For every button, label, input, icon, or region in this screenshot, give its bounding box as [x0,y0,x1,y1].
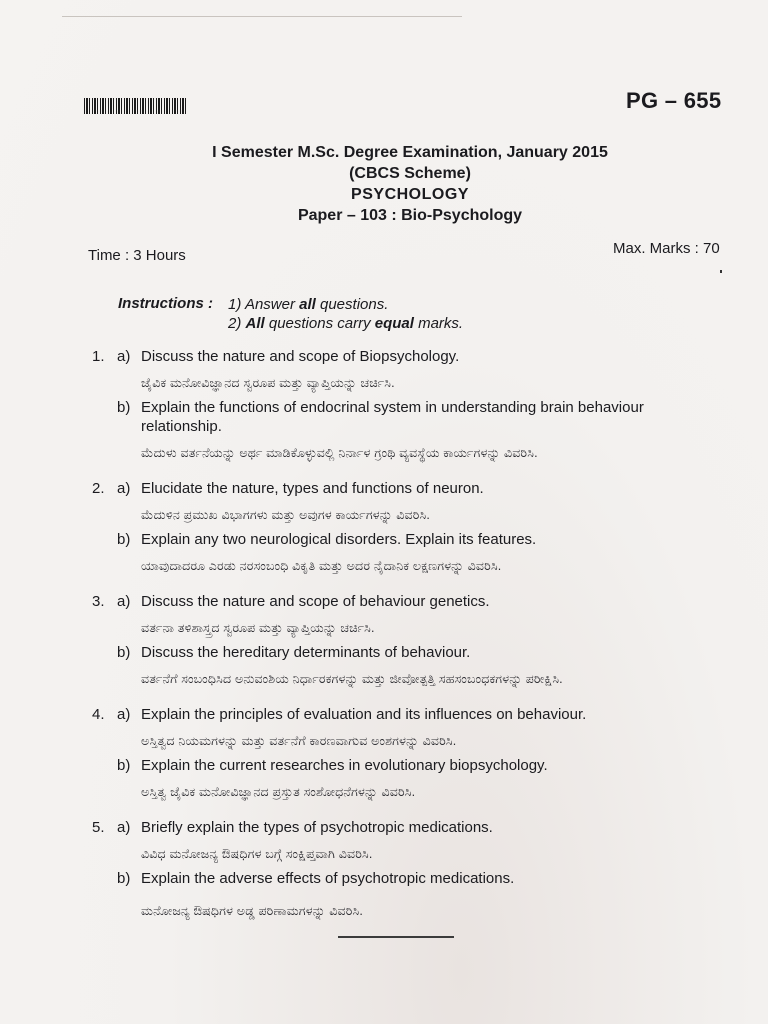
question-3a-kannada: ವರ್ತನಾ ತಳಿಶಾಸ್ತ್ರದ ಸ್ವರೂಪ ಮತ್ತು ವ್ಯಾಪ್ತಿಯನ್ನು ಚರ್ಚಿಸಿ. [141,621,375,635]
instruction-1-suffix: questions. [315,296,389,313]
end-rule [338,936,454,938]
part-a-label: a) [117,348,131,365]
question-3a-text: Discuss the nature and scope of behaviour genetics. [141,593,490,610]
instruction-1-emphasis: all [299,296,316,313]
question-number: 2. [92,480,105,497]
exam-title: I Semester M.Sc. Degree Examination, January 2015 [212,144,608,161]
question-4b-text: Explain the current researches in evolutionary biopsychology. [141,757,548,774]
question-4a-kannada: ಅಸ್ತಿತ್ವದ ನಿಯಮಗಳನ್ನು ಮತ್ತು ವರ್ತನೆಗೆ ಕಾರಣವಾಗುವ ಅಂಶಗಳನ್ನು ವಿವರಿಸಿ. [141,734,457,748]
question-number: 4. [92,706,105,723]
instruction-item-1 [228,295,463,314]
scan-mark [720,270,722,273]
instruction-2-middle: questions carry [264,315,375,332]
exam-time: Time : 3 Hours [88,247,186,264]
instruction-2-emphasis-1: All [245,315,265,332]
exam-max-marks: Max. Marks : 70 [613,240,720,257]
exam-paper: Paper – 103 : Bio-Psychology [297,207,523,224]
instruction-2-emphasis-2: equal [374,315,414,332]
question-5b-text: Explain the adverse effects of psychotropic medications. [141,870,515,887]
question-3b-text: Discuss the hereditary determinants of behaviour. [141,644,471,661]
barcode-icon [84,98,188,114]
instructions-heading: Instructions : [118,295,214,312]
instruction-1-prefix: 1) Answer [228,296,300,313]
part-b-label: b) [117,531,131,548]
question-2b-kannada: ಯಾವುದಾದರೂ ಎರಡು ನರಸಂಬಂಧಿ ವಿಕೃತಿ ಮತ್ತು ಅದರ ನೈದಾನಿಕ ಲಕ್ಷಣಗಳನ್ನು ವಿವರಿಸಿ. [141,559,502,573]
question-1b-kannada: ಮೆದುಳು ವರ್ತನೆಯನ್ನು ಅರ್ಥ ಮಾಡಿಕೊಳ್ಳುವಲ್ಲಿ ನಿರ್ನಾಳ ಗ್ರಂಥಿ ವ್ಯವಸ್ಥೆಯ ಕಾರ್ಯಗಳನ್ನು ವಿವರಿಸಿ. [141,446,538,460]
question-4a-text: Explain the principles of evaluation and its influences on behaviour. [141,706,587,723]
question-1a-text: Discuss the nature and scope of Biopsychology. [141,348,460,365]
question-4b-kannada: ಅಸ್ತಿತ್ವ ಜೈವಿಕ ಮನೋವಿಜ್ಞಾನದ ಪ್ರಸ್ತುತ ಸಂಶೋಧನೆಗಳನ್ನು ವಿವರಿಸಿ. [141,785,416,799]
part-a-label: a) [117,593,131,610]
instructions-list [228,295,463,333]
question-2b-text: Explain any two neurological disorders. Explain its features. [141,531,537,548]
question-number: 3. [92,593,105,610]
instruction-item-2 [228,314,463,333]
part-b-label: b) [117,644,131,661]
question-1b-text: Explain the functions of endocrinal system in understanding brain behaviour relationship. [141,399,644,435]
scan-edge-line [62,16,462,17]
question-5a-text: Briefly explain the types of psychotropic medications. [141,819,493,836]
question-5a-kannada: ವಿವಿಧ ಮನೋಜನ್ಯ ಔಷಧಿಗಳ ಬಗ್ಗೆ ಸಂಕ್ಷಿಪ್ತವಾಗಿ ವಿವರಿಸಿ. [141,847,373,861]
question-number: 1. [92,348,105,365]
exam-subject: PSYCHOLOGY [351,186,469,203]
question-3b-kannada: ವರ್ತನೆಗೆ ಸಂಬಂಧಿಸಿದ ಅನುವಂಶಿಯ ನಿರ್ಧಾರಕಗಳನ್ನು ಮತ್ತು ಜೀವೋತ್ಪತ್ತಿ ಸಹಸಂಬಂಧಕಗಳನ್ನು ಪರೀಕ್ಷಿಸಿ. [141,672,563,686]
question-5b-kannada: ಮನೋಜನ್ಯ ಔಷಧಿಗಳ ಅಡ್ಡ ಪರಿಣಾಮಗಳನ್ನು ವಿವರಿಸಿ. [141,904,364,918]
part-b-label: b) [117,757,131,774]
question-number: 5. [92,819,105,836]
instructions-label [118,295,213,312]
exam-scheme: (CBCS Scheme) [349,165,471,182]
paper-code: PG – 655 [626,88,722,113]
part-a-label: a) [117,480,131,497]
part-b-label: b) [117,399,131,416]
question-2a-kannada: ಮೆದುಳಿನ ಪ್ರಮುಖ ವಿಭಾಗಗಳು ಮತ್ತು ಅವುಗಳ ಕಾರ್ಯಗಳನ್ನು ವಿವರಿಸಿ. [141,508,431,522]
instruction-2-prefix: 2) [228,315,246,332]
question-2a-text: Elucidate the nature, types and functions of neuron. [141,480,484,497]
part-a-label: a) [117,706,131,723]
question-1a-kannada: ಜೈವಿಕ ಮನೋವಿಜ್ಞಾನದ ಸ್ವರೂಪ ಮತ್ತು ವ್ಯಾಪ್ತಿಯನ್ನು ಚರ್ಚಿಸಿ. [141,376,395,390]
part-b-label: b) [117,870,131,887]
instruction-2-suffix: marks. [413,315,464,332]
part-a-label: a) [117,819,131,836]
